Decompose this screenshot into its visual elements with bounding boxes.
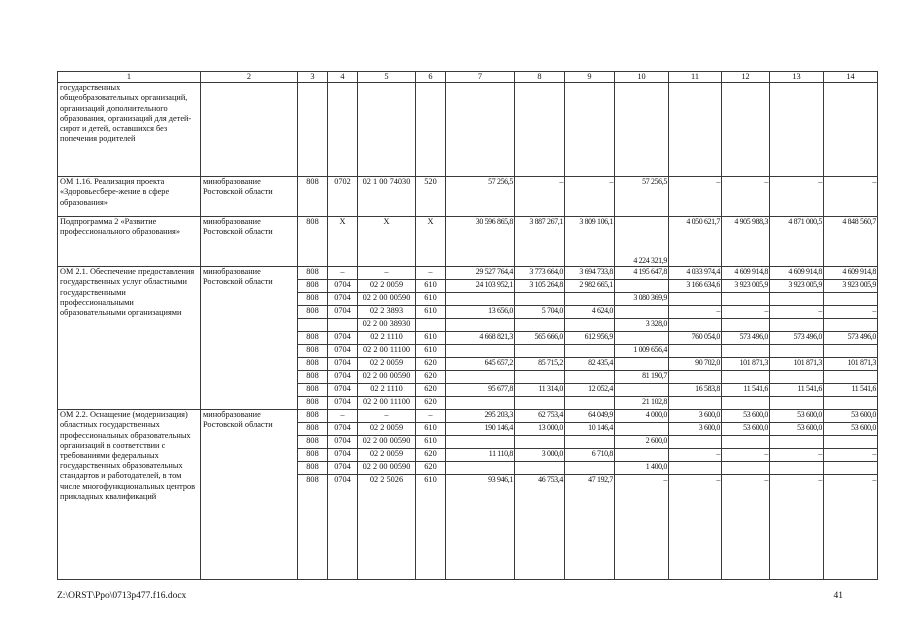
cell-kbk-grbs: 808	[298, 177, 328, 217]
cell-total	[446, 345, 515, 358]
cell-kbk-rzpr: –	[328, 267, 358, 280]
header-col-7: 7	[446, 72, 515, 83]
cell-y2017	[669, 462, 722, 475]
table-row	[58, 267, 878, 280]
header-col-5: 5	[358, 72, 416, 83]
cell-y2020	[824, 462, 878, 475]
cell-y2018: 101 871,3	[722, 358, 770, 371]
cell-y2018	[722, 462, 770, 475]
cell-y2018: 53 600,0	[722, 410, 770, 423]
cell-kbk-grbs: 808	[298, 293, 328, 306]
empty-cell	[358, 83, 416, 177]
cell-kbk-csr: 02 2 00 00590	[358, 293, 416, 306]
cell-total	[446, 397, 515, 410]
cell-y2018	[722, 397, 770, 410]
header-col-14: 14	[824, 72, 878, 83]
cell-y2015	[565, 462, 615, 475]
cell-kbk-vr: 620	[416, 371, 446, 384]
cell-y2017: 3 166 634,6	[669, 280, 722, 293]
cell-y2020: 101 871,3	[824, 358, 878, 371]
cell-y2015	[565, 345, 615, 358]
cell-total: 11 110,8	[446, 449, 515, 462]
cell-y2019: 53 600,0	[770, 410, 824, 423]
cell-y2018: 4 905 988,3	[722, 217, 770, 267]
cell-total: 295 203,3	[446, 410, 515, 423]
cell-total: 30 596 865,8	[446, 217, 515, 267]
cell-y2020: 4 848 560,7	[824, 217, 878, 267]
cell-y2019	[770, 293, 824, 306]
cell-y2020: 53 600,0	[824, 423, 878, 436]
cell-y2014: 85 715,2	[515, 358, 565, 371]
footer-file-path: Z:\ORST\Ppo\0713p477.f16.docx	[57, 591, 187, 601]
cell-y2016: 2 600,0	[615, 436, 669, 449]
cell-kbk-vr: 620	[416, 384, 446, 397]
cell-y2018: –	[722, 306, 770, 319]
cell-kbk-csr: –	[358, 267, 416, 280]
cell-y2020: 3 923 005,9	[824, 280, 878, 293]
cell-kbk-grbs: 808	[298, 384, 328, 397]
cell-y2017: 760 054,0	[669, 332, 722, 345]
cell-kbk-vr: 610	[416, 280, 446, 293]
cell-y2015: 64 049,9	[565, 410, 615, 423]
cell-kbk-vr: Х	[416, 217, 446, 267]
cell-total: 95 677,8	[446, 384, 515, 397]
cell-kbk-grbs: 808	[298, 306, 328, 319]
cell-y2019: –	[770, 177, 824, 217]
header-col-6: 6	[416, 72, 446, 83]
cell-y2014	[515, 436, 565, 449]
empty-cell	[669, 83, 722, 177]
cell-kbk-rzpr: 0704	[328, 449, 358, 462]
activity-name: ОМ 2.1. Обеспечение предоставления государственных услуг областными государственными профессиональными образовательными организациями	[58, 267, 201, 410]
cell-y2018: –	[722, 177, 770, 217]
cell-y2015: 3 694 733,8	[565, 267, 615, 280]
cell-kbk-grbs: 808	[298, 397, 328, 410]
cell-y2016: –	[615, 475, 669, 580]
cell-kbk-rzpr: 0704	[328, 306, 358, 319]
cell-kbk-vr: 610	[416, 423, 446, 436]
cell-kbk-rzpr: 0704	[328, 423, 358, 436]
budget-table	[57, 71, 878, 580]
cell-total: 13 656,0	[446, 306, 515, 319]
cell-total: 24 103 952,1	[446, 280, 515, 293]
cell-y2020: 11 541,6	[824, 384, 878, 397]
cell-y2019	[770, 345, 824, 358]
cell-y2018: –	[722, 449, 770, 462]
cell-y2015: 47 192,7	[565, 475, 615, 580]
cell-kbk-rzpr: 0704	[328, 371, 358, 384]
cell-y2014: 5 704,0	[515, 306, 565, 319]
cell-total: 93 946,1	[446, 475, 515, 580]
cell-y2015: 12 052,4	[565, 384, 615, 397]
cell-y2017: 3 600,0	[669, 410, 722, 423]
cell-kbk-csr: Х	[358, 217, 416, 267]
cell-y2015: 82 435,4	[565, 358, 615, 371]
cell-y2018: –	[722, 475, 770, 580]
cell-kbk-grbs: 808	[298, 332, 328, 345]
cell-total	[446, 462, 515, 475]
empty-cell	[770, 83, 824, 177]
cell-y2018: 573 496,0	[722, 332, 770, 345]
cell-y2020	[824, 436, 878, 449]
cell-y2018: 11 541,6	[722, 384, 770, 397]
cell-kbk-rzpr: 0704	[328, 280, 358, 293]
executor: минобразование Ростовской области	[201, 177, 298, 217]
cell-y2014	[515, 319, 565, 332]
cell-y2019: –	[770, 475, 824, 580]
cell-total: 29 527 764,4	[446, 267, 515, 280]
cell-y2017: –	[669, 449, 722, 462]
cell-total	[446, 319, 515, 332]
cell-y2019	[770, 462, 824, 475]
cell-y2018	[722, 371, 770, 384]
header-col-4: 4	[328, 72, 358, 83]
cell-y2020	[824, 345, 878, 358]
cell-y2014: 46 753,4	[515, 475, 565, 580]
cell-kbk-grbs: 808	[298, 345, 328, 358]
cell-y2020: –	[824, 449, 878, 462]
empty-cell	[446, 83, 515, 177]
cell-y2014	[515, 397, 565, 410]
cell-kbk-rzpr: –	[328, 410, 358, 423]
cell-kbk-vr: –	[416, 410, 446, 423]
cell-y2017	[669, 397, 722, 410]
cell-kbk-grbs: 808	[298, 410, 328, 423]
cell-y2016	[615, 332, 669, 345]
cell-kbk-rzpr: 0704	[328, 293, 358, 306]
cell-y2015	[565, 371, 615, 384]
cell-y2019	[770, 371, 824, 384]
cell-kbk-rzpr: 0704	[328, 345, 358, 358]
empty-cell	[328, 83, 358, 177]
cell-y2016: 21 102,8	[615, 397, 669, 410]
cell-y2019: –	[770, 306, 824, 319]
cell-y2018	[722, 436, 770, 449]
cell-kbk-vr: 610	[416, 475, 446, 580]
cell-kbk-rzpr: 0704	[328, 475, 358, 580]
cell-y2015	[565, 319, 615, 332]
cell-y2019	[770, 397, 824, 410]
header-col-2: 2	[201, 72, 298, 83]
cell-kbk-vr: 610	[416, 345, 446, 358]
cell-y2014: 11 314,0	[515, 384, 565, 397]
cell-kbk-csr: 02 2 00 00590	[358, 371, 416, 384]
cell-kbk-csr: 02 2 00 11100	[358, 345, 416, 358]
cell-kbk-rzpr	[328, 319, 358, 332]
cell-total: 4 668 821,3	[446, 332, 515, 345]
cell-y2015	[565, 293, 615, 306]
cell-kbk-vr: 620	[416, 449, 446, 462]
cell-y2020: –	[824, 306, 878, 319]
cell-y2016	[615, 358, 669, 371]
cell-y2019	[770, 319, 824, 332]
cell-y2020: –	[824, 475, 878, 580]
cell-y2016	[615, 449, 669, 462]
cell-kbk-grbs: 808	[298, 358, 328, 371]
cell-y2019: 573 496,0	[770, 332, 824, 345]
cell-kbk-vr: 610	[416, 436, 446, 449]
cell-y2014: 62 753,4	[515, 410, 565, 423]
cell-kbk-rzpr: 0702	[328, 177, 358, 217]
cell-y2014	[515, 293, 565, 306]
cell-kbk-csr: 02 2 00 00590	[358, 462, 416, 475]
cell-y2015	[565, 397, 615, 410]
cell-y2017: –	[669, 177, 722, 217]
cell-y2020	[824, 319, 878, 332]
cell-y2015: –	[565, 177, 615, 217]
cell-kbk-grbs: 808	[298, 436, 328, 449]
cell-y2019	[770, 436, 824, 449]
cell-y2016: 1 009 656,4	[615, 345, 669, 358]
cell-y2017: –	[669, 475, 722, 580]
empty-cell	[722, 83, 770, 177]
cell-y2019: 53 600,0	[770, 423, 824, 436]
cell-y2017: 4 050 621,7	[669, 217, 722, 267]
cell-kbk-grbs: 808	[298, 462, 328, 475]
cell-y2020	[824, 371, 878, 384]
cell-y2018	[722, 293, 770, 306]
cell-y2020: –	[824, 177, 878, 217]
cell-kbk-csr: 02 2 3893	[358, 306, 416, 319]
empty-cell	[565, 83, 615, 177]
cell-y2017: 4 033 974,4	[669, 267, 722, 280]
cell-y2019: –	[770, 449, 824, 462]
cell-total	[446, 371, 515, 384]
cell-kbk-vr: 620	[416, 462, 446, 475]
cell-y2015: 4 624,0	[565, 306, 615, 319]
cell-kbk-csr: 02 1 00 74030	[358, 177, 416, 217]
cell-y2018: 53 600,0	[722, 423, 770, 436]
cell-kbk-csr: 02 2 00 38930	[358, 319, 416, 332]
cell-y2017: 16 583,8	[669, 384, 722, 397]
cell-y2015: 2 982 665,1	[565, 280, 615, 293]
cell-y2016	[615, 423, 669, 436]
cell-y2015: 6 710,8	[565, 449, 615, 462]
cell-y2017: –	[669, 306, 722, 319]
cell-y2014: 565 666,0	[515, 332, 565, 345]
cell-y2019: 4 871 000,5	[770, 217, 824, 267]
executor: минобразование Ростовской области	[201, 217, 298, 267]
header-row	[58, 72, 878, 83]
header-col-9: 9	[565, 72, 615, 83]
table-row	[58, 177, 878, 217]
cell-total	[446, 293, 515, 306]
cell-y2018: 3 923 005,9	[722, 280, 770, 293]
cell-y2016: 57 256,5	[615, 177, 669, 217]
cell-y2020	[824, 397, 878, 410]
cell-y2014: 3 773 664,0	[515, 267, 565, 280]
activity-name: Подпрограмма 2 «Развитие профессионального образования»	[58, 217, 201, 267]
cell-kbk-vr: 610	[416, 332, 446, 345]
header-col-11: 11	[669, 72, 722, 83]
cell-y2017: 3 600,0	[669, 423, 722, 436]
cell-kbk-csr: –	[358, 410, 416, 423]
cell-y2016: 4 195 647,8	[615, 267, 669, 280]
header-col-1: 1	[58, 72, 201, 83]
cell-y2016	[615, 384, 669, 397]
cell-kbk-csr: 02 2 5026	[358, 475, 416, 580]
activity-name: государственных общеобразовательных организаций, организаций дополнительного образования, организаций для детей-сирот и детей, оставшихся без попечения родителей	[58, 83, 201, 177]
cell-y2016: 3 080 369,9	[615, 293, 669, 306]
executor	[201, 83, 298, 177]
cell-kbk-grbs: 808	[298, 371, 328, 384]
cell-kbk-vr: 620	[416, 358, 446, 371]
cell-kbk-rzpr: 0704	[328, 384, 358, 397]
cell-kbk-csr: 02 2 0059	[358, 280, 416, 293]
executor: минобразование Ростовской области	[201, 410, 298, 580]
cell-y2016: 3 328,0	[615, 319, 669, 332]
cell-y2019: 11 541,6	[770, 384, 824, 397]
header-col-10: 10	[615, 72, 669, 83]
cell-y2016: 1 400,0	[615, 462, 669, 475]
cell-kbk-grbs	[298, 319, 328, 332]
cell-y2014: 13 000,0	[515, 423, 565, 436]
cell-kbk-rzpr: 0704	[328, 397, 358, 410]
cell-y2018	[722, 345, 770, 358]
executor: минобразование Ростовской области	[201, 267, 298, 410]
cell-total	[446, 436, 515, 449]
cell-kbk-csr: 02 2 00 00590	[358, 436, 416, 449]
cell-kbk-vr: 610	[416, 293, 446, 306]
cell-y2019: 101 871,3	[770, 358, 824, 371]
cell-y2017: 90 702,0	[669, 358, 722, 371]
cell-kbk-vr: –	[416, 267, 446, 280]
cell-y2015: 10 146,4	[565, 423, 615, 436]
cell-y2019: 3 923 005,9	[770, 280, 824, 293]
cell-y2017	[669, 345, 722, 358]
header-col-12: 12	[722, 72, 770, 83]
cell-kbk-vr: 610	[416, 306, 446, 319]
cell-kbk-vr: 520	[416, 177, 446, 217]
cell-kbk-grbs: 808	[298, 217, 328, 267]
cell-y2014	[515, 462, 565, 475]
table-row	[58, 217, 878, 267]
cell-kbk-grbs: 808	[298, 267, 328, 280]
activity-name: ОМ 2.2. Оснащение (модернизация) областных государственных профессиональных образовательных организаций в соответствии с требованиями федеральных государственных образовательных стандартов и работодателей, в том числе многофункциональных центров прикладных квалификаций	[58, 410, 201, 580]
header-col-3: 3	[298, 72, 328, 83]
header-col-8: 8	[515, 72, 565, 83]
cell-y2017	[669, 319, 722, 332]
cell-y2016: 4 224 321,9	[615, 217, 669, 267]
cell-kbk-csr: 02 2 0059	[358, 423, 416, 436]
cell-kbk-csr: 02 2 0059	[358, 358, 416, 371]
empty-cell	[824, 83, 878, 177]
cell-y2018	[722, 319, 770, 332]
cell-kbk-csr: 02 2 1110	[358, 332, 416, 345]
cell-y2014: 3 105 264,8	[515, 280, 565, 293]
cell-y2014: 3 000,0	[515, 449, 565, 462]
cell-y2018: 4 609 914,8	[722, 267, 770, 280]
cell-y2014: –	[515, 177, 565, 217]
empty-cell	[298, 83, 328, 177]
cell-kbk-csr: 02 2 0059	[358, 449, 416, 462]
cell-total: 645 657,2	[446, 358, 515, 371]
cell-y2016: 81 190,7	[615, 371, 669, 384]
cell-kbk-rzpr: 0704	[328, 462, 358, 475]
cell-y2014	[515, 345, 565, 358]
page-number: 41	[833, 591, 843, 601]
activity-name: ОМ 1.16. Реализация проекта «Здоровьесбере-жение в сфере образования»	[58, 177, 201, 217]
cell-y2016: 4 000,0	[615, 410, 669, 423]
cell-y2019: 4 609 914,8	[770, 267, 824, 280]
cell-y2020: 53 600,0	[824, 410, 878, 423]
cell-y2014	[515, 371, 565, 384]
cell-total: 190 146,4	[446, 423, 515, 436]
cell-y2015: 3 809 106,1	[565, 217, 615, 267]
empty-cell	[416, 83, 446, 177]
cell-total: 57 256,5	[446, 177, 515, 217]
cell-y2016	[615, 280, 669, 293]
cell-y2016	[615, 306, 669, 319]
cell-y2014: 3 887 267,1	[515, 217, 565, 267]
table-row	[58, 410, 878, 423]
cell-y2020: 573 496,0	[824, 332, 878, 345]
cell-kbk-csr: 02 2 1110	[358, 384, 416, 397]
cell-kbk-vr: 620	[416, 397, 446, 410]
cell-y2020	[824, 293, 878, 306]
cell-kbk-grbs: 808	[298, 475, 328, 580]
cell-kbk-rzpr: 0704	[328, 436, 358, 449]
cell-kbk-rzpr: 0704	[328, 332, 358, 345]
cell-kbk-grbs: 808	[298, 280, 328, 293]
cell-kbk-grbs: 808	[298, 423, 328, 436]
cell-y2015: 612 956,9	[565, 332, 615, 345]
cell-y2017	[669, 371, 722, 384]
cell-y2017	[669, 293, 722, 306]
empty-cell	[615, 83, 669, 177]
cell-kbk-rzpr: Х	[328, 217, 358, 267]
empty-cell	[515, 83, 565, 177]
cell-kbk-vr	[416, 319, 446, 332]
cell-kbk-rzpr: 0704	[328, 358, 358, 371]
cell-y2020: 4 609 914,8	[824, 267, 878, 280]
cell-kbk-grbs: 808	[298, 449, 328, 462]
continuation-row	[58, 83, 878, 177]
cell-y2017	[669, 436, 722, 449]
cell-kbk-csr: 02 2 00 11100	[358, 397, 416, 410]
cell-y2015	[565, 436, 615, 449]
header-col-13: 13	[770, 72, 824, 83]
